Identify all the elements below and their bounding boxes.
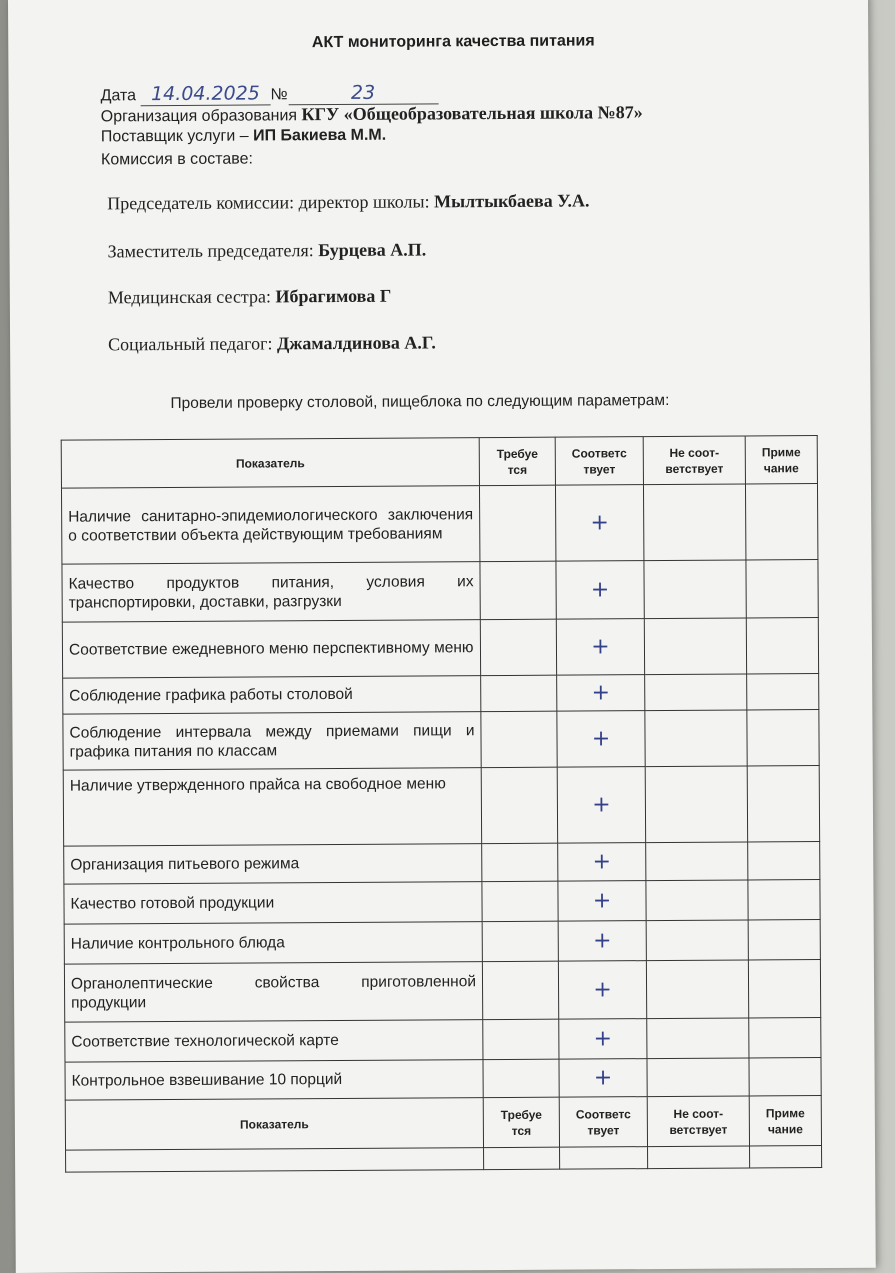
- required-cell: [482, 961, 558, 1019]
- member-name: Джамалдинова А.Г.: [276, 332, 436, 354]
- indicator-cell: Наличие контрольного блюда: [64, 922, 482, 965]
- note-cell: [748, 920, 820, 960]
- table-row: [64, 842, 820, 885]
- member-social-pedagogue: [108, 332, 436, 355]
- supplier-line: [101, 127, 386, 147]
- note-cell: [746, 618, 818, 674]
- check-mark: +: [591, 634, 610, 660]
- not-complies-cell: [645, 710, 747, 767]
- empty-cell: [484, 1147, 560, 1169]
- check-mark: +: [592, 928, 612, 954]
- check-mark: +: [593, 1065, 613, 1091]
- header-indicator: Показатель: [61, 438, 479, 489]
- table-row: [64, 920, 820, 965]
- note-cell: [748, 880, 820, 920]
- complies-cell: [556, 561, 644, 620]
- member-role: Председатель комиссии: директор школы:: [107, 191, 430, 214]
- complies-cell: [559, 1019, 647, 1060]
- empty-cell: [648, 1146, 750, 1169]
- not-complies-cell: [645, 766, 747, 843]
- required-cell: [482, 921, 558, 961]
- supplier-value: ИП Бакиева М.М.: [253, 126, 387, 145]
- indicator-cell: Соблюдение интервала между приемами пищи и графика питания по классам: [63, 712, 481, 771]
- indicator-cell: Наличие санитарно-эпидемиологического заключения о соответствии объекта действующим требованиям: [61, 486, 479, 565]
- required-cell: [481, 711, 557, 767]
- complies-cell: [557, 675, 645, 712]
- date-value: 14.04.2025: [140, 82, 270, 106]
- complies-cell: [557, 767, 645, 844]
- complies-cell: [558, 921, 646, 962]
- check-mark: +: [593, 1026, 613, 1052]
- footer-header-complies: Соответс твует: [559, 1097, 647, 1148]
- table-row: [63, 766, 819, 847]
- member-name: Мылтыкбаева У.А.: [433, 190, 590, 212]
- not-complies-cell: [646, 960, 748, 1019]
- not-complies-cell: [645, 674, 747, 711]
- member-nurse: [108, 286, 392, 309]
- footer-header-required: Требуе тся: [483, 1097, 559, 1147]
- complies-cell: [559, 1059, 647, 1098]
- required-cell: [480, 619, 556, 675]
- not-complies-cell: [647, 1018, 749, 1059]
- indicator-cell: Соответствие технологической карте: [65, 1020, 483, 1063]
- complies-cell: [556, 619, 644, 676]
- member-name: Бурцева А.П.: [318, 239, 427, 261]
- table-row: [65, 1018, 821, 1063]
- table-row: [65, 1058, 821, 1101]
- table-row: [62, 560, 818, 623]
- not-complies-cell: [646, 842, 748, 881]
- document-page: [8, 0, 876, 1273]
- table-empty-row: [66, 1146, 822, 1173]
- required-cell: [480, 561, 556, 619]
- check-mark: +: [590, 577, 610, 603]
- date-label: Дата: [100, 87, 137, 105]
- check-mark: +: [590, 510, 610, 536]
- indicator-cell: Органолептические свойства приготовленной продукции: [64, 962, 482, 1023]
- not-complies-cell: [647, 1058, 749, 1097]
- member-deputy: [107, 239, 426, 262]
- member-name: Ибрагимова Г: [275, 285, 392, 307]
- indicator-cell: Соблюдение графика работы столовой: [63, 676, 481, 715]
- indicator-cell: Организация питьевого режима: [64, 844, 482, 885]
- not-complies-cell: [644, 560, 746, 619]
- member-role: Заместитель председателя:: [107, 240, 314, 262]
- note-cell: [747, 710, 819, 766]
- note-cell: [749, 1018, 821, 1058]
- required-cell: [481, 767, 557, 843]
- required-cell: [482, 843, 558, 881]
- not-complies-cell: [643, 484, 745, 561]
- empty-cell: [750, 1146, 822, 1168]
- complies-cell: [558, 843, 646, 882]
- commission-label: Комиссия в составе:: [100, 150, 253, 169]
- indicator-cell: Контрольное взвешивание 10 порций: [65, 1060, 483, 1101]
- required-cell: [483, 1059, 559, 1097]
- note-cell: [747, 674, 819, 710]
- organization-label: Организация образования: [100, 107, 298, 126]
- not-complies-cell: [646, 880, 748, 921]
- required-cell: [482, 881, 558, 921]
- indicator-cell: Наличие утвержденного прайса на свободное меню: [63, 768, 481, 847]
- supplier-label: Поставщик услуги –: [100, 127, 249, 146]
- table-row: [61, 484, 817, 565]
- complies-cell: [558, 881, 646, 922]
- required-cell: [481, 675, 557, 711]
- note-cell: [747, 766, 819, 842]
- empty-cell: [66, 1148, 484, 1173]
- table-row: [64, 960, 820, 1023]
- empty-cell: [560, 1147, 648, 1170]
- check-mark: +: [593, 977, 612, 1003]
- check-mark: +: [592, 849, 612, 875]
- not-complies-cell: [646, 920, 748, 961]
- member-chair: [107, 190, 589, 214]
- indicator-cell: Качество продуктов питания, условия их транспортировки, доставки, разгрузки: [62, 562, 480, 623]
- document-title: АКТ мониторинга качества питания: [311, 32, 595, 52]
- organization-value: КГУ «Общеобразовательная школа №87»: [301, 102, 643, 125]
- table-row: [63, 710, 819, 771]
- note-cell: [748, 960, 820, 1018]
- note-cell: [746, 560, 818, 618]
- required-cell: [483, 1019, 559, 1059]
- indicator-cell: Соответствие ежедневного меню перспективному меню: [62, 620, 480, 679]
- footer-header-not-complies: Не соот-ветствует: [647, 1096, 749, 1147]
- number-value: 23: [288, 81, 438, 105]
- not-complies-cell: [644, 618, 746, 675]
- organization-line: [101, 102, 643, 126]
- check-mark: +: [592, 792, 611, 818]
- complies-cell: [558, 961, 646, 1020]
- note-cell: [745, 484, 817, 560]
- table-footer-header-row: [65, 1096, 821, 1151]
- required-cell: [479, 485, 555, 561]
- table-row: [63, 674, 819, 715]
- check-mark: +: [592, 888, 612, 914]
- note-cell: [748, 842, 820, 880]
- header-complies: Соответс твует: [555, 437, 643, 486]
- check-mark: +: [591, 680, 611, 706]
- member-role: Социальный педагог:: [108, 333, 273, 355]
- table-row: [62, 618, 818, 679]
- footer-header-indicator: Показатель: [65, 1098, 483, 1151]
- complies-cell: [557, 711, 645, 768]
- complies-cell: [555, 485, 643, 562]
- check-mark: +: [591, 726, 611, 752]
- member-role: Медицинская сестра:: [107, 286, 272, 308]
- footer-header-note: Приме чание: [749, 1096, 821, 1146]
- note-cell: [749, 1058, 821, 1096]
- indicator-cell: Качество готовой продукции: [64, 882, 482, 925]
- header-required: Требуе тся: [479, 437, 555, 485]
- inspection-intro: Провели проверку столовой, пищеблока по следующим параметрам:: [170, 391, 670, 413]
- inspection-table: [61, 435, 822, 1173]
- header-not-complies: Не соот-ветствует: [643, 436, 745, 485]
- number-label: №: [270, 86, 288, 104]
- table-header-row: [61, 436, 817, 489]
- header-note: Приме чание: [745, 436, 817, 484]
- date-line: [101, 81, 439, 106]
- table-row: [64, 880, 820, 925]
